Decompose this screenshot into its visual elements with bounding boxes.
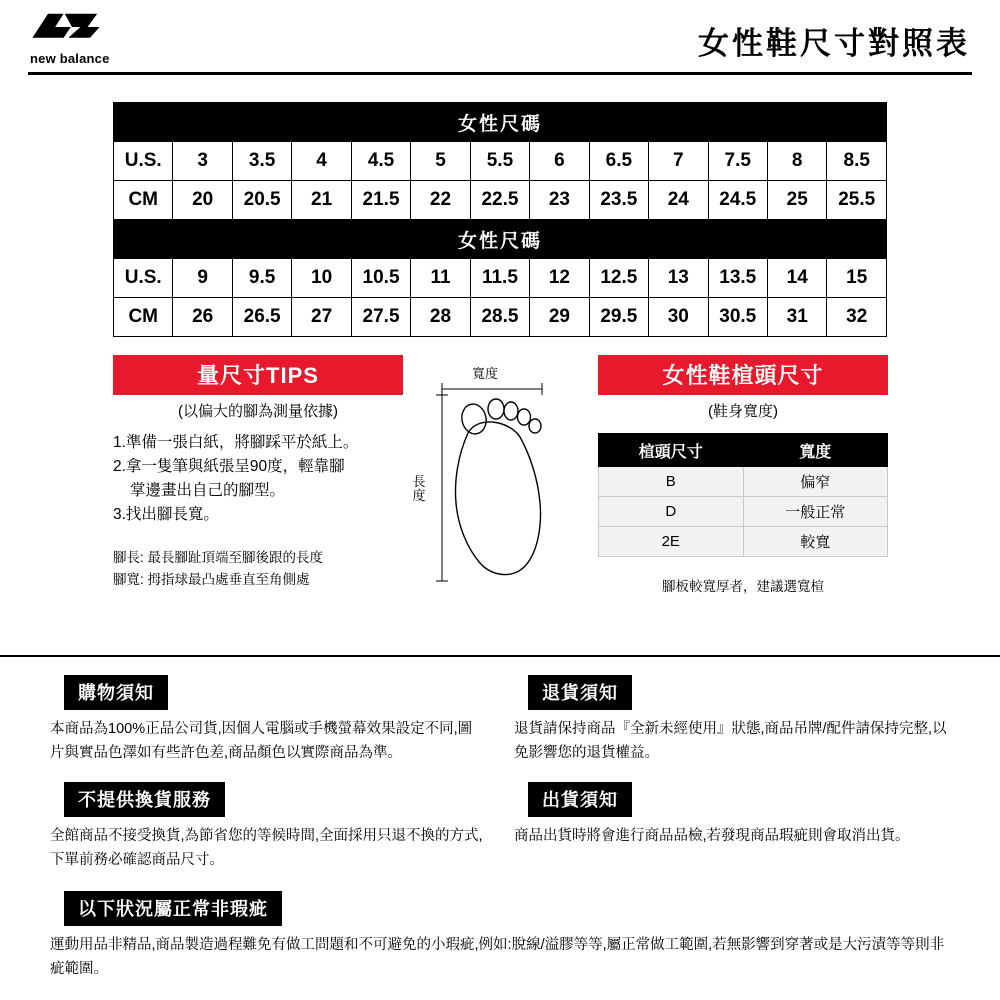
nb-logo-icon xyxy=(30,10,102,44)
page-header xyxy=(0,0,1000,80)
normal-conditions-body: 運動用品非精品,商品製造過程難免有做工問題和不可避免的小瑕疵,例如:脫線/溢膠等等,屬正常做工範圍,若無影響到穿著或是大污漬等等則非疵範圍。 xyxy=(50,936,945,977)
cell-cm-2-2: 27 xyxy=(292,298,351,337)
toe-size-1: D xyxy=(599,497,744,527)
cell-cm-2-10: 31 xyxy=(767,298,826,337)
notices-section xyxy=(0,655,1000,1000)
table-header-row xyxy=(599,434,888,467)
cell-cm-2-9: 30.5 xyxy=(708,298,767,337)
table-row xyxy=(114,298,887,337)
band-label-1: 女性尺碼 xyxy=(114,103,887,142)
return-notice-title: 退貨須知 xyxy=(528,675,632,710)
row-label-cm-1: CM xyxy=(114,181,173,220)
toe-box-note: 腳板較寬厚者，建議選寬楦 xyxy=(662,579,824,594)
cell-us-2-8: 13 xyxy=(649,259,708,298)
cell-cm-1-0: 20 xyxy=(173,181,232,220)
cell-us-2-6: 12 xyxy=(530,259,589,298)
cell-cm-1-10: 25 xyxy=(767,181,826,220)
cell-cm-2-0: 26 xyxy=(173,298,232,337)
toe-header-width: 寬度 xyxy=(743,434,888,467)
cell-cm-2-8: 30 xyxy=(649,298,708,337)
cell-cm-2-11: 32 xyxy=(827,298,887,337)
cell-us-2-10: 14 xyxy=(767,259,826,298)
footnote-length: 腳長: 最長腳趾頂端至腳後跟的長度 xyxy=(113,550,324,566)
toe-size-0: B xyxy=(599,467,744,497)
notices-left-column xyxy=(50,675,486,889)
cell-us-1-6: 6 xyxy=(530,142,589,181)
no-exchange-notice-body: 全館商品不接受換貨,為節省您的等候時間,全面採用只退不換的方式,下單前務必確認商品尺寸。 xyxy=(50,827,483,868)
toe-header-size: 楦頭尺寸 xyxy=(599,434,744,467)
cell-cm-2-1: 26.5 xyxy=(232,298,291,337)
tips-title: 量尺寸TIPS xyxy=(113,355,403,395)
normal-conditions-title: 以下狀況屬正常非瑕疵 xyxy=(64,891,282,926)
tips-steps xyxy=(113,431,403,527)
measurement-section xyxy=(0,355,1000,605)
cell-us-1-5: 5.5 xyxy=(470,142,529,181)
size-chart-section xyxy=(113,102,887,337)
womens-size-table xyxy=(113,102,887,337)
toe-box-title: 女性鞋楦頭尺寸 xyxy=(598,355,888,395)
cell-cm-2-4: 28 xyxy=(411,298,470,337)
cell-us-1-0: 3 xyxy=(173,142,232,181)
toe-width-0: 偏窄 xyxy=(743,467,888,497)
cell-us-2-2: 10 xyxy=(292,259,351,298)
normal-conditions-block xyxy=(50,891,950,982)
cell-us-2-0: 9 xyxy=(173,259,232,298)
cell-cm-2-5: 28.5 xyxy=(470,298,529,337)
toe-box-table xyxy=(598,433,888,557)
band-label-2: 女性尺碼 xyxy=(114,220,887,259)
cell-us-1-1: 3.5 xyxy=(232,142,291,181)
cell-cm-1-3: 21.5 xyxy=(351,181,410,220)
tips-panel xyxy=(113,355,403,590)
row-label-us-2: U.S. xyxy=(114,259,173,298)
width-label: 寬度 xyxy=(472,366,499,381)
toe-width-2: 較寬 xyxy=(743,527,888,557)
foot-measurement-diagram xyxy=(410,363,590,593)
cell-us-2-3: 10.5 xyxy=(351,259,410,298)
cell-cm-1-11: 25.5 xyxy=(827,181,887,220)
cell-cm-1-8: 24 xyxy=(649,181,708,220)
shipping-notice-title: 出貨須知 xyxy=(528,782,632,817)
footnote-width: 腳寬: 拇指球最凸處垂直至角側處 xyxy=(113,571,310,587)
cell-us-1-10: 8 xyxy=(767,142,826,181)
cell-us-2-11: 15 xyxy=(827,259,887,298)
table-row xyxy=(599,467,888,497)
brand-logo xyxy=(30,10,160,66)
notices-columns xyxy=(50,675,950,889)
table-row xyxy=(114,181,887,220)
cell-us-2-1: 9.5 xyxy=(232,259,291,298)
tips-footnotes xyxy=(113,547,403,590)
cell-cm-1-5: 22.5 xyxy=(470,181,529,220)
shipping-notice-body: 商品出貨時將會進行商品品檢,若發現商品瑕疵則會取消出貨。 xyxy=(514,827,910,844)
return-notice-body: 退貨請保持商品『全新未經使用』狀態,商品吊牌/配件請保持完整,以免影響您的退貨權益。 xyxy=(514,721,947,761)
tips-step-1: 1.準備一張白紙，將腳踩平於紙上。 xyxy=(113,434,359,451)
cell-us-1-9: 7.5 xyxy=(708,142,767,181)
cell-us-1-11: 8.5 xyxy=(827,142,887,181)
table-row xyxy=(114,259,887,298)
cell-us-1-8: 7 xyxy=(649,142,708,181)
cell-us-1-2: 4 xyxy=(292,142,351,181)
cell-us-2-7: 12.5 xyxy=(589,259,648,298)
cell-cm-2-3: 27.5 xyxy=(351,298,410,337)
cell-us-1-4: 5 xyxy=(411,142,470,181)
cell-cm-1-6: 23 xyxy=(530,181,589,220)
cell-cm-1-7: 23.5 xyxy=(589,181,648,220)
toe-box-panel xyxy=(598,355,888,595)
table-row xyxy=(599,497,888,527)
cell-cm-1-9: 24.5 xyxy=(708,181,767,220)
tips-step-2-cont: 掌邊畫出自己的腳型。 xyxy=(130,482,286,500)
toe-box-subtitle: (鞋身寬度) xyxy=(708,403,778,420)
tips-step-3: 3.找出腳長寬。 xyxy=(113,506,219,524)
cell-cm-1-1: 20.5 xyxy=(232,181,291,220)
cell-us-2-9: 13.5 xyxy=(708,259,767,298)
cell-cm-1-2: 21 xyxy=(292,181,351,220)
purchase-notice-title: 購物須知 xyxy=(64,675,168,710)
table-row xyxy=(599,527,888,557)
toe-width-1: 一般正常 xyxy=(743,497,888,527)
row-label-cm-2: CM xyxy=(114,298,173,337)
cell-us-2-4: 11 xyxy=(411,259,470,298)
purchase-notice-body: 本商品為100%正品公司貨,因個人電腦或手機螢幕效果設定不同,圖片與實品色澤如有些許色差,商品顏色以實際商品為準。 xyxy=(50,721,473,761)
table-band-row xyxy=(114,220,887,259)
toe-size-2: 2E xyxy=(599,527,744,557)
cell-cm-2-7: 29.5 xyxy=(589,298,648,337)
row-label-us-1: U.S. xyxy=(114,142,173,181)
tips-subtitle: (以偏大的腳為測量依據) xyxy=(178,403,338,420)
no-exchange-notice-title: 不提供換貨服務 xyxy=(64,782,225,817)
cell-cm-2-6: 29 xyxy=(530,298,589,337)
cell-cm-1-4: 22 xyxy=(411,181,470,220)
notices-right-column xyxy=(514,675,950,889)
page-title: 女性鞋尺寸對照表 xyxy=(698,26,970,61)
brand-name: new balance xyxy=(30,51,110,66)
tips-step-2: 2.拿一隻筆與紙張呈90度，輕靠腳 xyxy=(113,458,345,476)
table-row xyxy=(114,142,887,181)
cell-us-1-3: 4.5 xyxy=(351,142,410,181)
header-divider xyxy=(28,72,972,75)
cell-us-2-5: 11.5 xyxy=(470,259,529,298)
cell-us-1-7: 6.5 xyxy=(589,142,648,181)
length-label: 長度 xyxy=(412,474,426,504)
table-band-row xyxy=(114,103,887,142)
footprint-icon xyxy=(410,363,590,593)
